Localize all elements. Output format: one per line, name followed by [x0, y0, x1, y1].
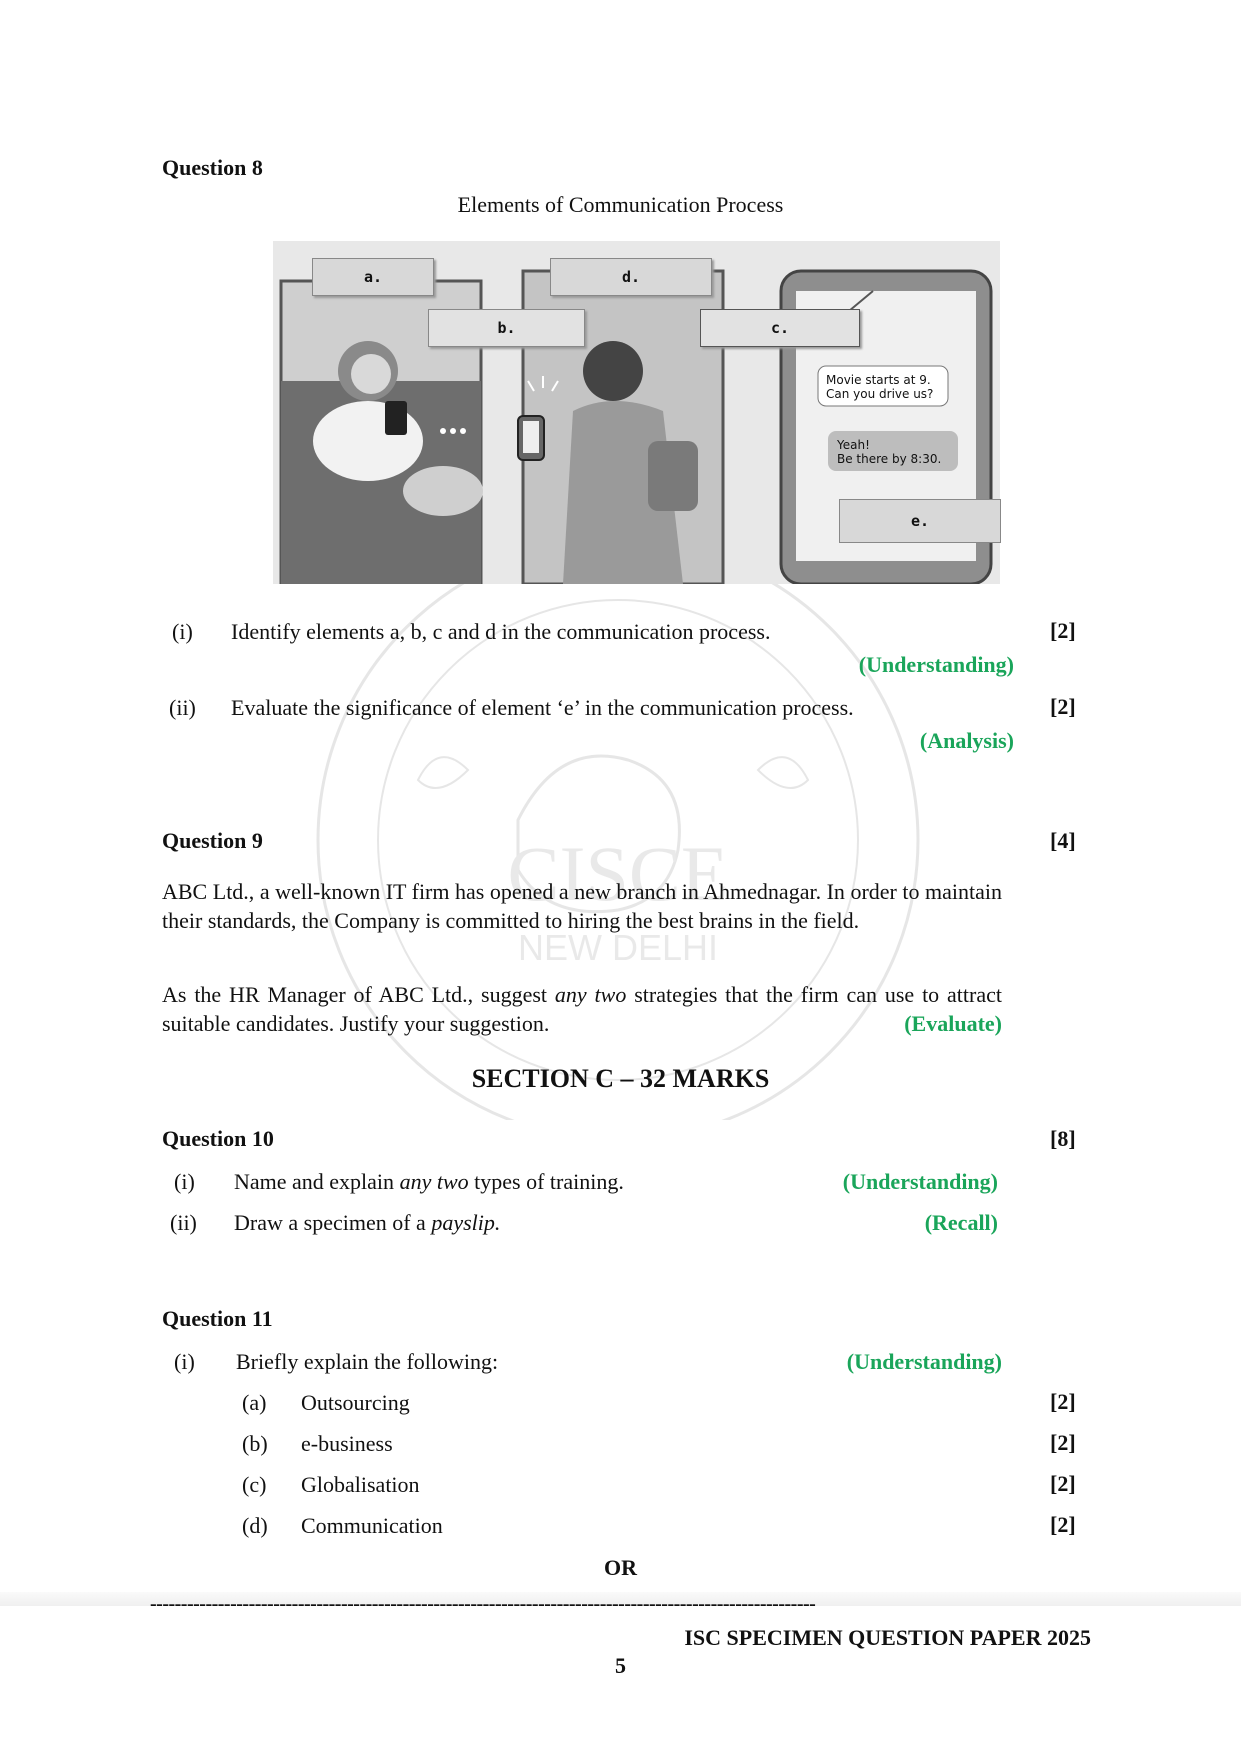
q8-part-i-tag: (Understanding)	[858, 652, 1014, 677]
question-10-marks: [8]	[1050, 1126, 1076, 1151]
q8-part-i-number: (i)	[172, 619, 193, 644]
svg-text:CISCE: CISCE	[507, 830, 729, 917]
q10-part-ii-number: (ii)	[170, 1210, 197, 1235]
q10-part-i-text: Name and explain any two types of training.	[234, 1169, 624, 1194]
question-8-title: Question 8	[162, 155, 263, 180]
label-b: b.	[428, 309, 585, 347]
q10-part-i-tag: (Understanding)	[842, 1169, 998, 1194]
q9-paragraph-2: As the HR Manager of ABC Ltd., suggest any two strategies that the firm can use to attract suitable candidates. Justify your suggestion.	[162, 982, 1003, 1036]
label-a: a.	[312, 258, 434, 296]
svg-text:NEW DELHI: NEW DELHI	[517, 927, 719, 968]
q8-part-ii-tag: (Analysis)	[919, 728, 1014, 753]
q11-item-d-marks: [2]	[1050, 1512, 1076, 1537]
q8-part-ii-marks: [2]	[1050, 694, 1076, 719]
or-divider: OR	[604, 1555, 637, 1580]
q8-part-i-marks: [2]	[1050, 618, 1076, 643]
q11-item-c-marks: [2]	[1050, 1471, 1076, 1496]
communication-process-illustration	[273, 241, 1000, 584]
q11-item-a-text: Outsourcing	[301, 1390, 410, 1415]
q11-part-i-number: (i)	[174, 1349, 195, 1374]
label-c: c.	[700, 309, 860, 347]
q11-part-i-tag: (Understanding)	[846, 1349, 1002, 1374]
question-9-title: Question 9	[162, 828, 263, 853]
footer-paper-title: ISC SPECIMEN QUESTION PAPER 2025	[684, 1625, 1091, 1650]
q11-item-a-number: (a)	[242, 1390, 267, 1415]
q11-item-d-text: Communication	[301, 1513, 443, 1538]
chat-message-reply: Yeah! Be there by 8:30.	[837, 438, 942, 466]
q11-item-b-text: e-business	[301, 1431, 393, 1456]
chat-message-sent: Movie starts at 9. Can you drive us?	[826, 373, 934, 401]
label-e: e.	[839, 499, 1001, 543]
q8-part-ii-text: Evaluate the significance of element ‘e’ in the communication process.	[231, 695, 854, 720]
question-11-title: Question 11	[162, 1306, 273, 1331]
q10-part-ii-tag: (Recall)	[924, 1210, 998, 1235]
q11-item-d-number: (d)	[242, 1513, 268, 1538]
q8-part-ii-number: (ii)	[169, 695, 196, 720]
q11-item-c-number: (c)	[242, 1472, 267, 1497]
q10-part-i-number: (i)	[174, 1169, 195, 1194]
q11-item-b-marks: [2]	[1050, 1430, 1076, 1455]
q8-part-i-text: Identify elements a, b, c and d in the communication process.	[231, 619, 771, 644]
q11-item-b-number: (b)	[242, 1431, 268, 1456]
figure-caption: Elements of Communication Process	[457, 192, 784, 217]
section-c-heading: SECTION C – 32 MARKS	[471, 1064, 770, 1093]
question-9-marks: [4]	[1050, 828, 1076, 853]
page-number: 5	[615, 1653, 626, 1678]
footer-dashed-rule: ------------------------------------------------------------------------------------------------------------	[150, 1594, 816, 1614]
label-d: d.	[550, 258, 712, 296]
q9-paragraph-1: ABC Ltd., a well-known IT firm has opened a new branch in Ahmednagar. In order to maintain their standards, the Company is committed to hiring the best brains in the field.	[162, 879, 1002, 933]
question-10-title: Question 10	[162, 1126, 274, 1151]
q11-item-a-marks: [2]	[1050, 1389, 1076, 1414]
q11-item-c-text: Globalisation	[301, 1472, 420, 1497]
q11-part-i-text: Briefly explain the following:	[236, 1349, 499, 1374]
q10-part-ii-text: Draw a specimen of a payslip.	[234, 1210, 501, 1235]
q9-tag: (Evaluate)	[904, 1011, 1002, 1036]
